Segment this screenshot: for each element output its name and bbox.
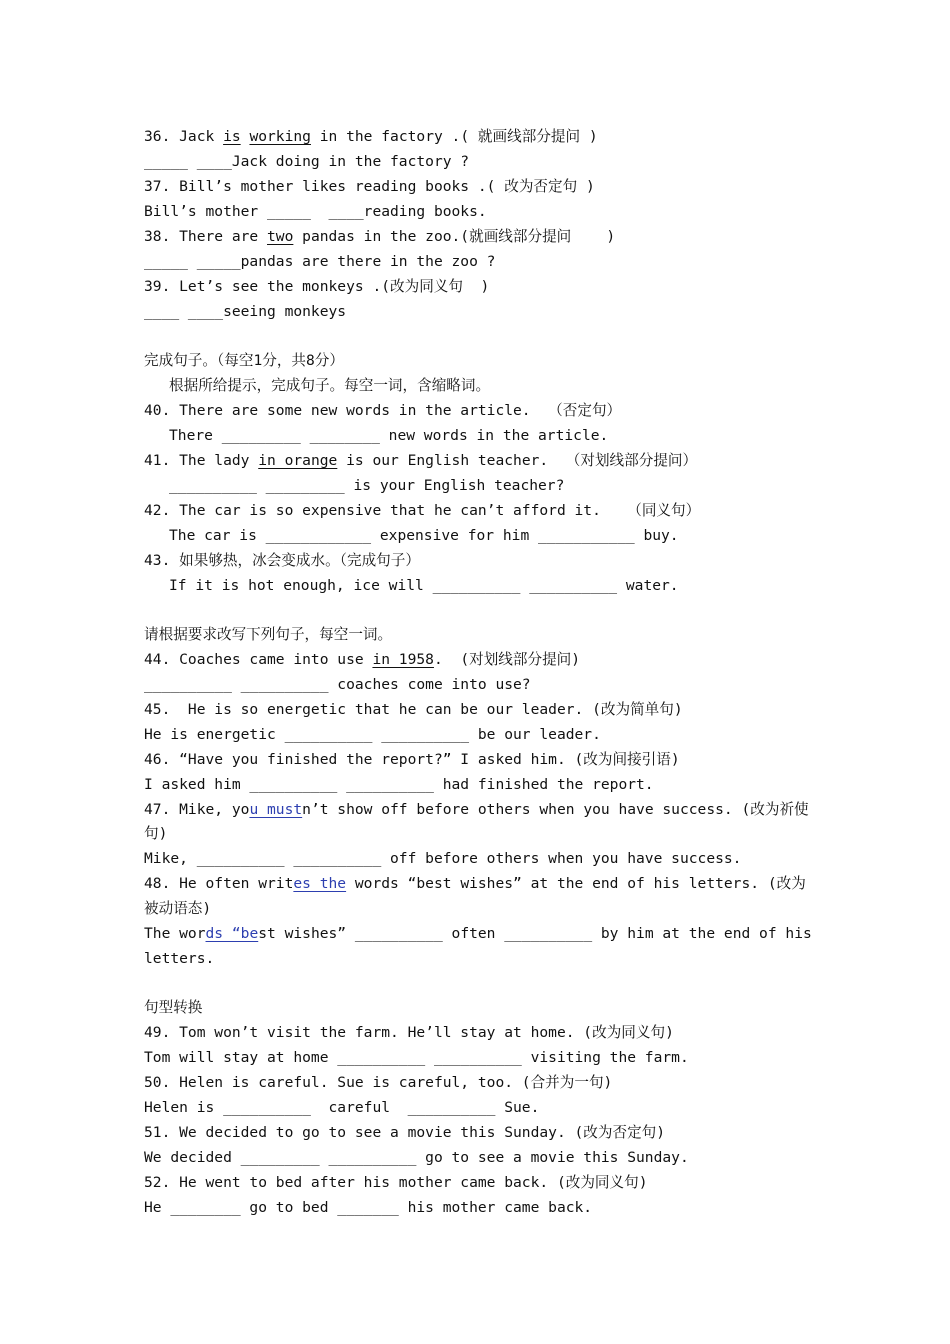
question-48-cont: 被动语态) — [144, 900, 212, 917]
answer-45: He is energetic __________ __________ be our leader. — [144, 726, 601, 743]
section-title-transform: 句型转换 — [144, 999, 203, 1016]
section-title-complete-sentences: 完成句子。（每空1分，共8分） — [144, 352, 344, 369]
answer-40: There _________ ________ new words in the article. — [169, 427, 609, 444]
question-50: 50. Helen is careful. Sue is careful, too. (合并为一句) — [144, 1074, 613, 1091]
answer-50: Helen is __________ careful __________ Sue. — [144, 1099, 540, 1116]
question-42: 42. The car is so expensive that he can’t afford it. （同义句） — [144, 502, 701, 519]
answer-41: __________ _________ is your English teacher? — [169, 477, 565, 494]
answer-49: Tom will stay at home __________ __________ visiting the farm. — [144, 1049, 689, 1066]
answer-46: I asked him __________ __________ had finished the report. — [144, 776, 654, 793]
answer-39: ____ ____seeing monkeys — [144, 303, 347, 320]
answer-37: Bill’s mother _____ ____reading books. — [144, 203, 487, 220]
answer-36: _____ ____Jack doing in the factory ? — [144, 153, 470, 170]
answer-43: If it is hot enough, ice will __________ __________ water. — [169, 577, 679, 594]
question-40: 40. There are some new words in the article. （否定句） — [144, 402, 622, 419]
question-43: 43. 如果够热，冰会变成水。（完成句子） — [144, 552, 420, 569]
answer-48-cont: letters. — [144, 950, 215, 967]
answer-51: We decided _________ __________ go to see a movie this Sunday. — [144, 1149, 689, 1166]
section-instruction: 根据所给提示，完成句子。每空一词，含缩略词。 — [169, 377, 491, 394]
answer-48: The words “best wishes” __________ often __________ by him at the end of his — [144, 925, 812, 942]
question-47: 47. Mike, you mustn’t show off before others when you have success. (改为祈使 — [144, 801, 809, 818]
question-47-cont: 句) — [144, 825, 168, 842]
answer-47: Mike, __________ __________ off before others when you have success. — [144, 850, 742, 867]
question-49: 49. Tom won’t visit the farm. He’ll stay at home. (改为同义句) — [144, 1024, 674, 1041]
section-title-rewrite: 请根据要求改写下列句子，每空一词。 — [144, 626, 393, 643]
answer-44: __________ __________ coaches come into use? — [144, 676, 531, 693]
question-36: 36. Jack is working in the factory .( 就画线部分提问 ) — [144, 128, 598, 145]
question-37: 37. Bill’s mother likes reading books .( 改为否定句 ) — [144, 178, 595, 195]
question-48: 48. He often writes the words “best wishes” at the end of his letters. (改为 — [144, 875, 806, 892]
question-46: 46. “Have you finished the report?” I asked him. (改为间接引语) — [144, 751, 680, 768]
question-51: 51. We decided to go to see a movie this Sunday. (改为否定句) — [144, 1124, 666, 1141]
answer-38: _____ _____pandas are there in the zoo ? — [144, 253, 496, 270]
question-39: 39. Let’s see the monkeys .(改为同义句 ) — [144, 278, 490, 295]
question-52: 52. He went to bed after his mother came back. (改为同义句) — [144, 1174, 648, 1191]
answer-42: The car is ____________ expensive for him ___________ buy. — [169, 527, 679, 544]
answer-52: He ________ go to bed _______ his mother came back. — [144, 1199, 593, 1216]
question-44: 44. Coaches came into use in 1958. (对划线部分提问) — [144, 651, 581, 668]
question-41: 41. The lady in orange is our English teacher. （对划线部分提问） — [144, 452, 698, 469]
question-38: 38. There are two pandas in the zoo.(就画线部分提问 ) — [144, 228, 616, 245]
question-45: 45. He is so energetic that he can be our leader. (改为简单句) — [144, 701, 683, 718]
